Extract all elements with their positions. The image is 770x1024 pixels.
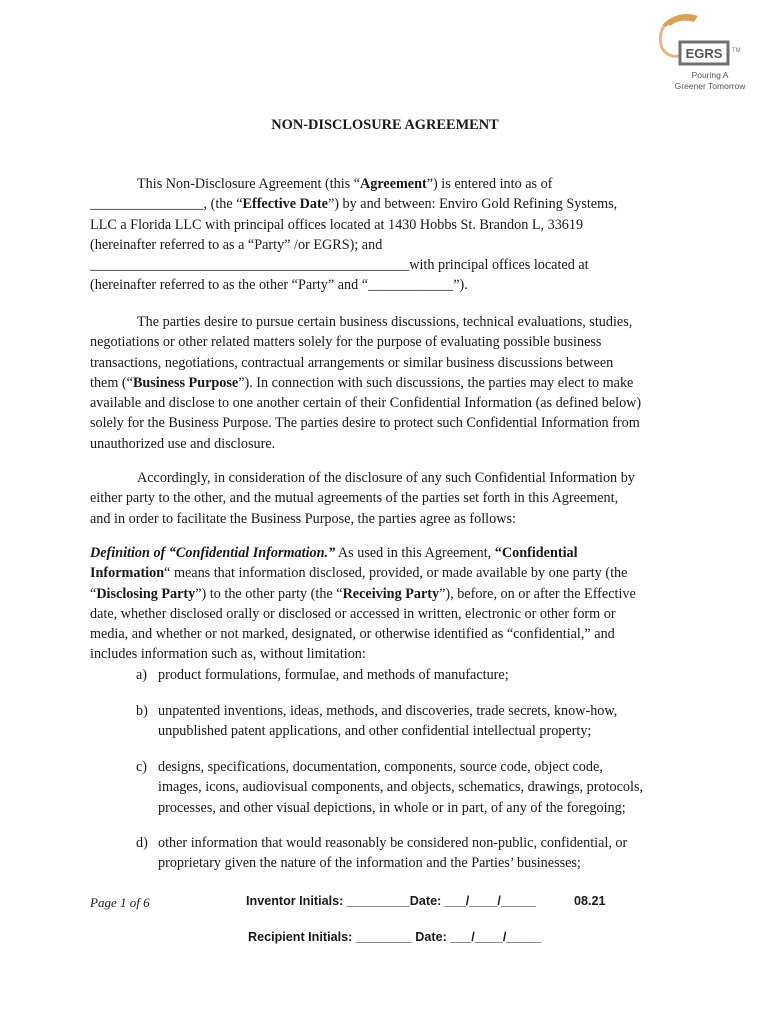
accordingly-paragraph: Accordingly, in consideration of the disclosure of any such Confidential Information by either party to the other, and the mutual agreements of the parties set forth in this Agreement, and in order to facilitate the Business Purpose, the parties agree as follows:: [90, 470, 635, 527]
tagline-line-2: Greener Tomorrow: [674, 81, 746, 91]
tagline-line-1: Pouring A: [691, 70, 729, 80]
page-number: Page 1 of 6: [90, 895, 150, 910]
disclosing-party-term: Disclosing Party: [96, 585, 196, 602]
definition-paragraph: Definition of “Confidential Information.” As used in this Agreement, “Confidential Information“ means that information disclosed, provided, or made available by one party (the “Disclosing Party”) to the other party (the “Receiving Party”), before, on or after the Effective date, whether disclosed orally or disclosed or accessed in written, electronic or other form or media, and whether or not marked, designated, or otherwise identified as “confidential,” and includes information such as, without limitation:: [90, 545, 636, 663]
effective-date-term: Effective Date: [242, 196, 328, 213]
receiving-party-term: Receiving Party: [342, 585, 440, 602]
logo-tagline: [660, 70, 760, 92]
purpose-paragraph: The parties desire to pursue certain business discussions, technical evaluations, studies, negotiations or other related matters solely for the purpose of evaluating possible business transactions, negotiations, contractual arrangements or similar business discussions between them (“Business Purpose”). In connection with such discussions, the parties may elect to make available and disclose to one another certain of their Confidential Information (as defined below) solely for the Business Purpose. The parties desire to protect such Confidential Information from unauthorized use and disclosure.: [90, 314, 642, 452]
document-title: NON-DISCLOSURE AGREEMENT: [271, 117, 499, 133]
definition-heading: Definition of “Confidential Information.”: [90, 545, 336, 561]
business-purpose-term: Business Purpose: [132, 374, 239, 391]
inventor-initials-line: Inventor Initials: _________Date: ___/____/_____: [246, 894, 536, 908]
recipient-initials-line: Recipient Initials: ________ Date: ___/____/_____: [248, 930, 542, 944]
trademark-text: TM: [732, 48, 741, 54]
agreement-term: Agreement: [360, 176, 427, 192]
version-number: 08.21: [574, 894, 606, 908]
intro-paragraph: This Non-Disclosure Agreement (this “Agreement”) is entered into as of ________________, (the “Effective Date”) by and between: Enviro Gold Refining Systems, LLC a Florida LLC with principal offices located at 1430 Hobbs St. Brandon L, 33619 (hereinafter referred to as a “Party” /or EGRS); and _____________________________________________with principal offices located at (hereinafter referred to as the other “Party” and “____________”).: [90, 176, 618, 294]
brand-text: EGRS: [685, 46, 723, 61]
